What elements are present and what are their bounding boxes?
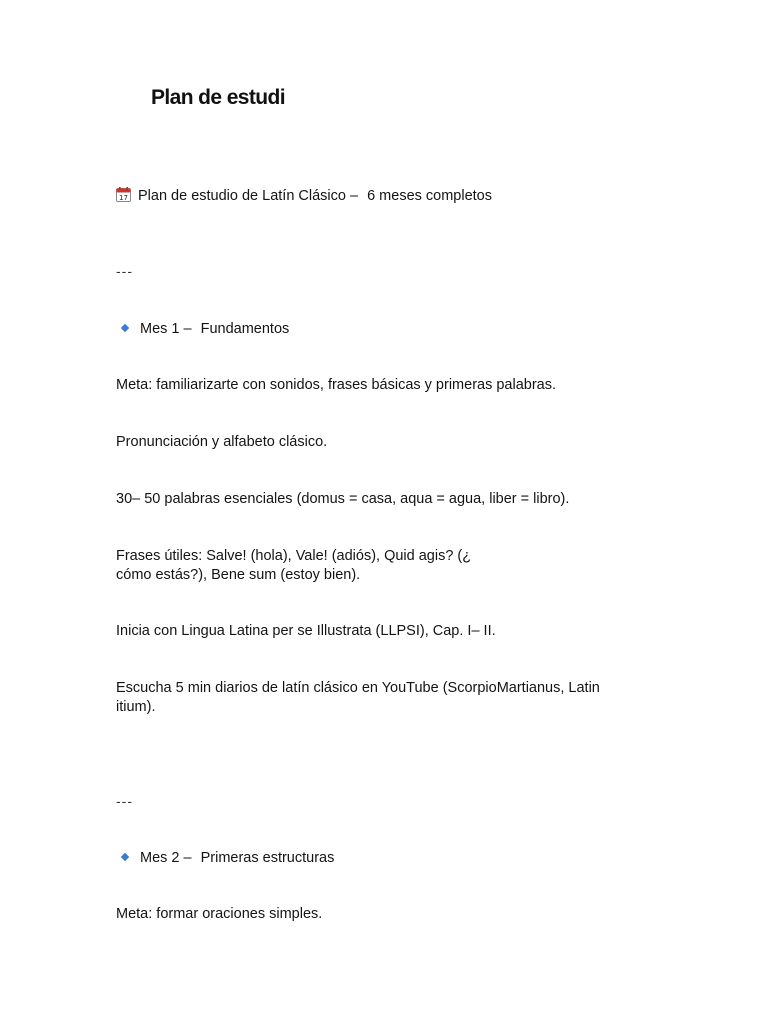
month-1-item-phrases-line-2: cómo estás?), Bene sum (estoy bien).: [116, 567, 361, 583]
month-1-item-phrases-line-1: Frases útiles: Salve! (hola), Vale! (adiós), Quid agis? (¿: [116, 548, 472, 564]
separator: ---: [116, 263, 133, 279]
month-2-heading: [116, 849, 661, 868]
small-blue-diamond-icon: [121, 324, 129, 332]
month-1-goal: Meta: familiarizarte con sonidos, frases básicas y primeras palabras.: [116, 377, 557, 393]
month-2-goal: Meta: formar oraciones simples.: [116, 906, 323, 922]
calendar-icon: [116, 187, 131, 202]
separator: ---: [116, 793, 133, 809]
month-1-item-llpsi: Inicia con Lingua Latina per se Illustrata (LLPSI), Cap. I– II.: [116, 623, 496, 639]
month-1-name: Fundamentos: [200, 321, 290, 337]
small-blue-diamond-icon: [121, 853, 129, 861]
plan-heading-part2: 6 meses completos: [367, 188, 492, 204]
plan-heading: [116, 187, 661, 206]
month-1-item-vocabulary: 30– 50 palabras esenciales (domus = casa, aqua = agua, liber = libro).: [116, 491, 570, 507]
month-2-label: Mes 2 –: [140, 850, 192, 866]
month-1-heading: [116, 320, 661, 339]
month-1-item-pronunciation: Pronunciación y alfabeto clásico.: [116, 434, 328, 450]
month-1-item-listen-line-2: itium).: [116, 699, 156, 715]
svg-text:17: 17: [119, 194, 128, 202]
month-2-name: Primeras estructuras: [200, 850, 335, 866]
month-1-item-listen-line-1: Escucha 5 min diarios de latín clásico en YouTube (ScorpioMartianus, Latin: [116, 680, 600, 696]
plan-heading-part1: Plan de estudio de Latín Clásico –: [138, 188, 359, 204]
page-title: Plan de estudi: [151, 86, 285, 109]
month-1-label: Mes 1 –: [140, 321, 192, 337]
